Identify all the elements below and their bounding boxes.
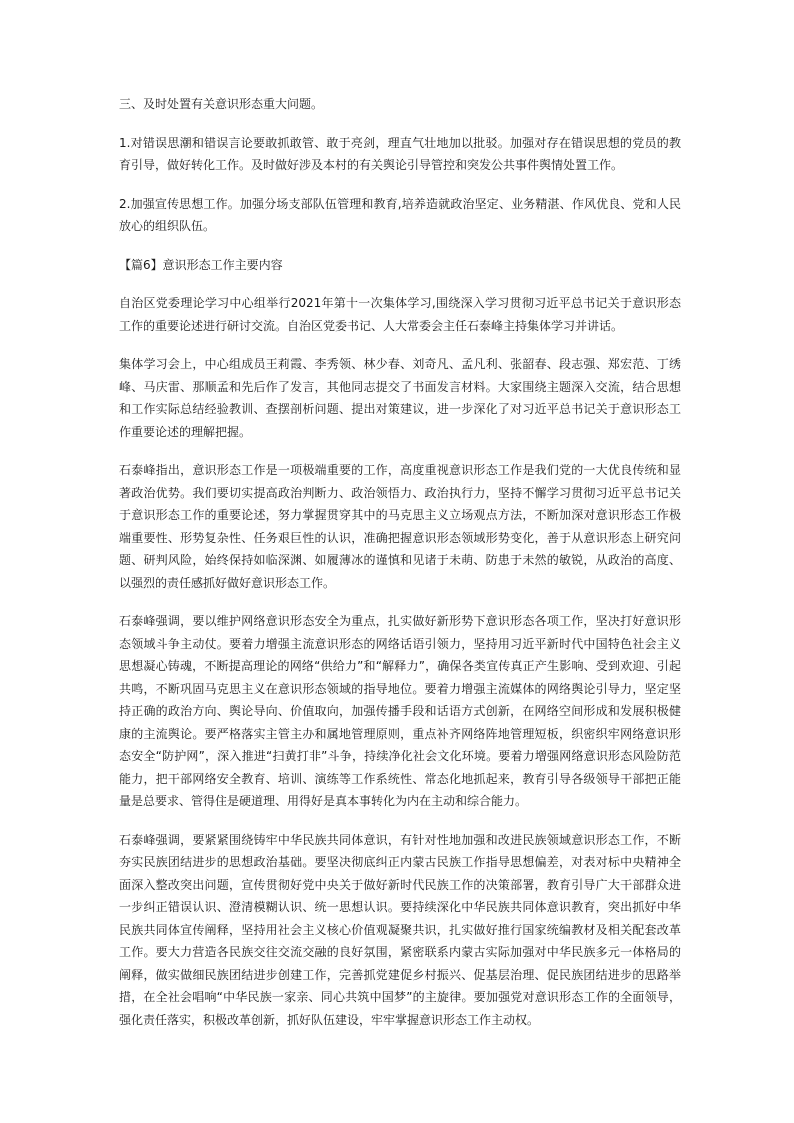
paragraph-5: 石泰峰强调，要紧紧围绕铸牢中华民族共同体意识，有针对性地加强和改进民族领域意识形态工作，不断夯实民族团结进步的思想政治基础。要坚决彻底纠正内蒙古民族工作指导思想偏差，对表对标中央精神全面深入整改突出问题，宣传贯彻好党中央关于做好新时代民族工作的决策部署，教育引导广大干部群众进一步纠正错误认识、澄清模糊认识、统一思想认识。要持续深化中华民族共同体意识教育，突出抓好中华民族共同体宣传阐释，坚持用社会主义核心价值观凝聚共识，扎实做好推行国家统编教材及相关配套改革工作。要大力营造各民族交往交流交融的良好氛围，紧密联系内蒙古实际加强对中华民族多元一体格局的阐释，做实做细民族团结进步创建工作，完善抓党建促乡村振兴、促基层治理、促民族团结进步的思路举措，在全社会唱响“中华民族一家亲、同心共筑中国梦”的主旋律。要加强党对意识形态工作的全面领导，强化责任落实，积极改革创新，抓好队伍建设，牢牢掌握意识形态工作主动权。: [119, 832, 681, 1027]
paragraph-4: 石泰峰强调，要以维护网络意识形态安全为重点，扎实做好新形势下意识形态各项工作，坚决打好意识形态领域斗争主动仗。要着力增强主流意识形态的网络话语引领力，坚持用习近平新时代中国特色社会主义思想凝心铸魂，不断提高理论的网络“供给力”和“解释力”，确保各类宣传真正产生影响、受到欢迎、引起共鸣，不断巩固马克思主义在意识形态领域的指导地位。要着力增强主流媒体的网络舆论引导力，坚定坚持正确的政治方向、舆论导向、价值取向，加强传播手段和话语方式创新，在网络空间形成和发展积极健康的主流舆论。要严格落实主管主办和属地管理原则，重点补齐网络阵地管理短板，织密织牢网络意识形态安全“防护网”，深入推进“扫黄打非”斗争，持续净化社会文化环境。要着力增强网络意识形态风险防范能力，把干部网络安全教育、培训、演练等工作系统性、常态化地抓起来，教育引导各级领导干部把正能量是总要求、管得住是硬道理、用得好是真本事转化为内在主动和综合能力。: [119, 614, 681, 808]
paragraph-2: 集体学习会上，中心组成员王莉霞、李秀领、林少春、刘奇凡、孟凡利、张韶春、段志强、郑宏范、丁绣峰、马庆雷、那顺孟和先后作了发言，其他同志提交了书面发言材料。大家围绕主题深入交流，结合思想和工作实际总结经验教训、查摆剖析问题、提出对策建议，进一步深化了对习近平总书记关于意识形态工作重要论述的理解把握。: [119, 357, 681, 439]
document-body: [119, 93, 681, 1047]
paragraph-3: 石泰峰指出，意识形态工作是一项极端重要的工作，高度重视意识形态工作是我们党的一大优良传统和显著政治优势。我们要切实提高政治判断力、政治领悟力、政治执行力，坚持不懈学习贯彻习近平总书记关于意识形态工作的重要论述，努力掌握贯穿其中的马克思主义立场观点方法，不断加深对意识形态工作极端重要性、形势复杂性、任务艰巨性的认识，准确把握意识形态领域形势变化，善于从意识形态上研究问题、研判风险，始终保持如临深渊、如履薄冰的谨慎和见诸于未萌、防患于未然的敏锐，从政治的高度、以强烈的责任感抓好做好意识形态工作。: [119, 463, 681, 590]
section-heading: 三、及时处置有关意识形态重大问题。: [119, 97, 324, 111]
list-item-2: 2.加强宣传思想工作。加强分场支部队伍管理和教育,培养造就政治坚定、业务精湛、作风优良、党和人民放心的组织队伍。: [119, 196, 681, 233]
paragraph-1: 自治区党委理论学习中心组举行2021年第十一次集体学习,围绕深入学习贯彻习近平总书记关于意识形态工作的重要论述进行研讨交流。自治区党委书记、人大常委会主任石泰峰主持集体学习并讲话。: [119, 296, 681, 333]
list-item-1: 1.对错误思潮和错误言论要敢抓敢管、敢于亮剑，理直气壮地加以批驳。加强对存在错误思想的党员的教育引导，做好转化工作。及时做好涉及本村的有关舆论引导管控和突发公共事件舆情处置工作。: [119, 135, 681, 172]
article-title: 【篇6】意识形态工作主要内容: [119, 257, 283, 272]
